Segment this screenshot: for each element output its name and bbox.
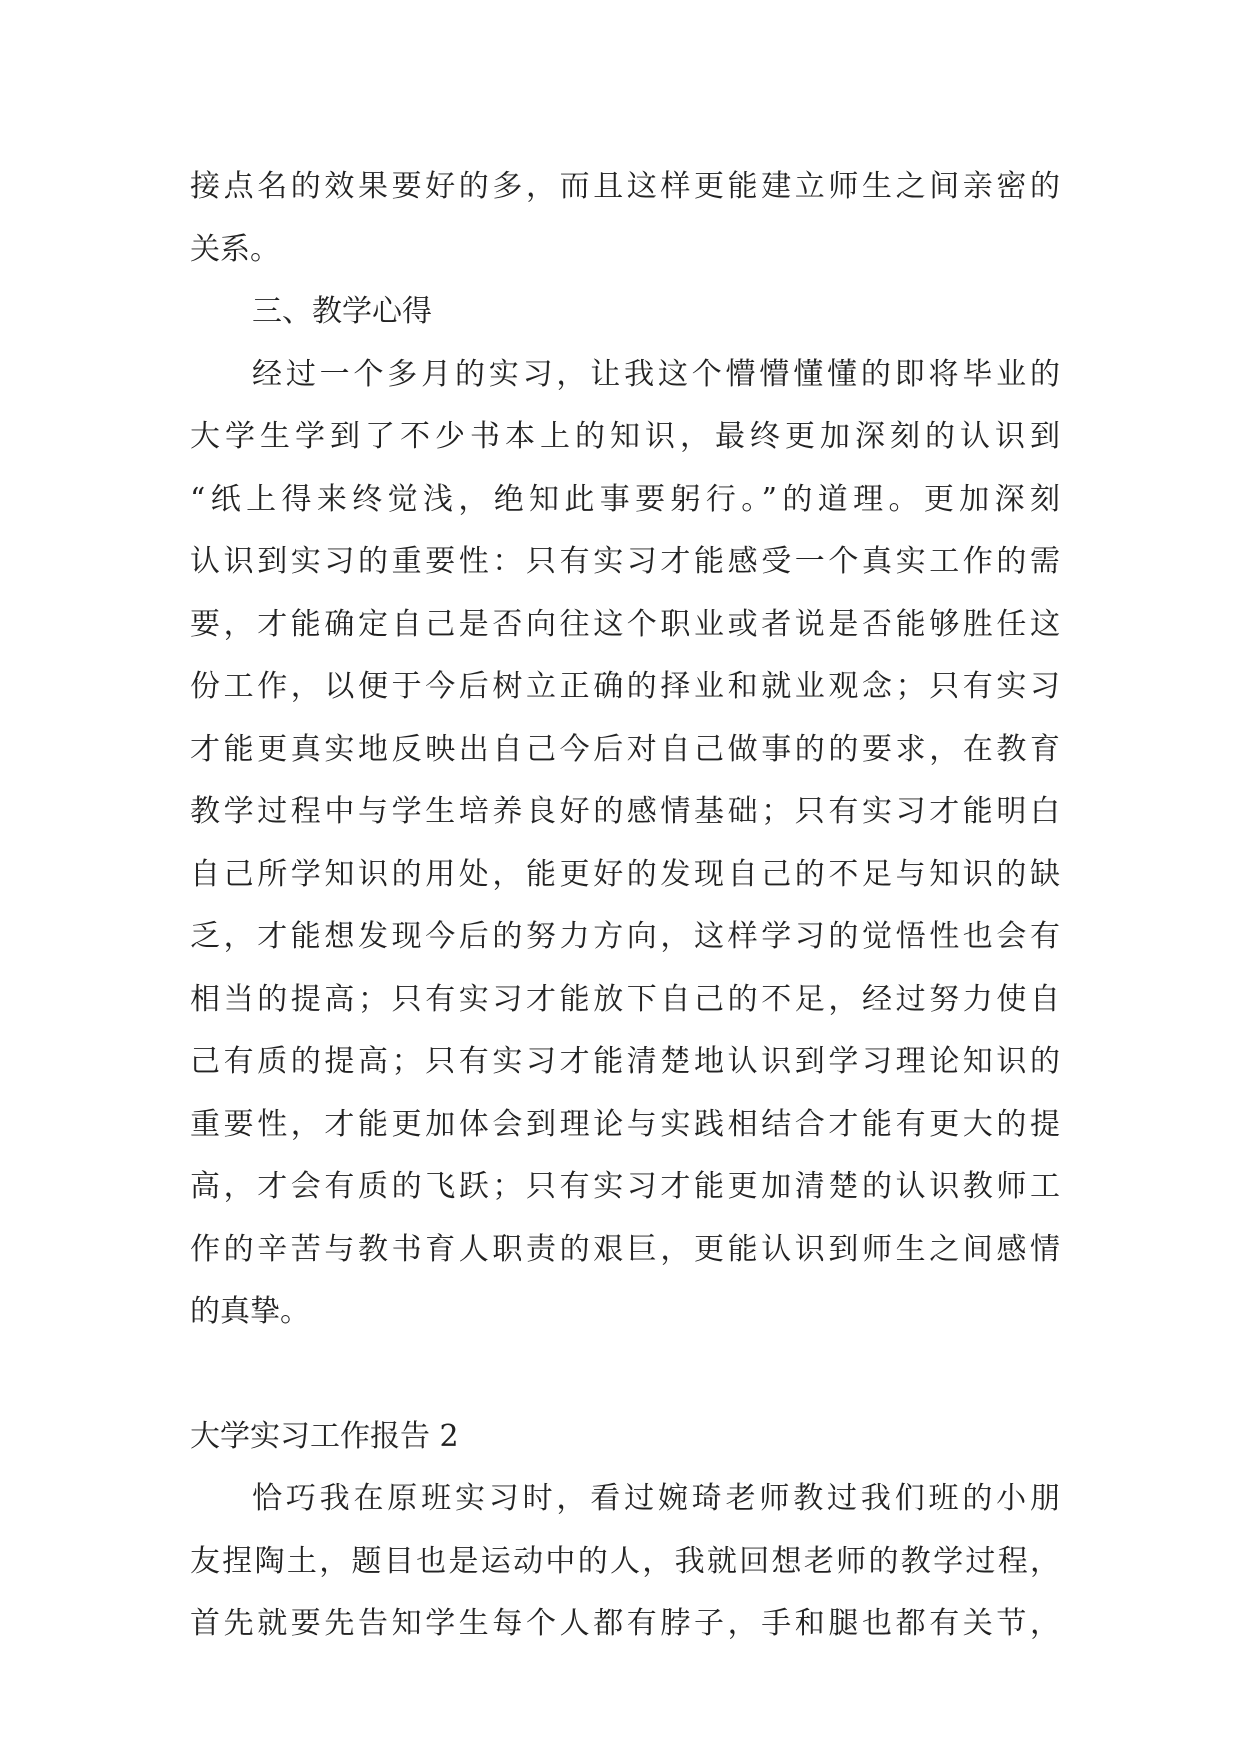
text-line: 恰巧我在原班实习时，看过婉琦老师教过我们班的小朋 — [252, 1481, 1060, 1516]
text-line: 教学过程中与学生培养良好的感情基础；只有实习才能明白 — [190, 794, 1060, 829]
paragraph-continued — [190, 156, 1060, 281]
text-line: 己有质的提高；只有实习才能清楚地认识到学习理论知识的 — [190, 1044, 1060, 1079]
text-line: 高，才会有质的飞跃；只有实习才能更加清楚的认识教师工 — [190, 1169, 1060, 1204]
text-line: 接点名的效果要好的多，而且这样更能建立师生之间亲密的 — [190, 169, 1060, 204]
text-line: “纸上得来终觉浅，绝知此事要躬行。”的道理。更加深刻 — [190, 481, 1060, 517]
text-line: 认识到实习的重要性：只有实习才能感受一个真实工作的需 — [190, 544, 1060, 579]
text-line: 才能更真实地反映出自己今后对自己做事的的要求，在教育 — [190, 731, 1060, 767]
text-line: 关系。 — [190, 231, 280, 267]
section-heading-teaching-reflection: 三、教学心得 — [252, 294, 432, 329]
text-line: 份工作，以便于今后树立正确的择业和就业观念；只有实习 — [190, 669, 1060, 704]
text-line: 经过一个多月的实习，让我这个懵懵懂懂的即将毕业的 — [252, 356, 1060, 392]
blank-line — [190, 1344, 1060, 1406]
document-body — [190, 156, 1060, 1656]
paragraph-teaching-reflection — [190, 344, 1060, 1344]
text-line: 作的辛苦与教书育人职责的艰巨，更能认识到师生之间感情 — [190, 1231, 1060, 1267]
text-line: 自己所学知识的用处，能更好的发现自己的不足与知识的缺 — [190, 856, 1060, 892]
text-line: 首先就要先告知学生每个人都有脖子，手和腿也都有关节， — [190, 1606, 1060, 1641]
paragraph-report-2 — [190, 1468, 1060, 1656]
text-line: 相当的提高；只有实习才能放下自己的不足，经过努力使自 — [190, 981, 1060, 1017]
text-line: 要，才能确定自己是否向往这个职业或者说是否能够胜任这 — [190, 606, 1060, 642]
text-line: 重要性，才能更加体会到理论与实践相结合才能有更大的提 — [190, 1106, 1060, 1142]
report-title-2: 大学实习工作报告 2 — [190, 1418, 459, 1454]
text-line: 大学生学到了不少书本上的知识，最终更加深刻的认识到 — [190, 419, 1060, 454]
text-line: 的真挚。 — [190, 1294, 310, 1329]
text-line: 友捏陶土，题目也是运动中的人，我就回想老师的教学过程， — [190, 1543, 1060, 1579]
text-line: 乏，才能想发现今后的努力方向，这样学习的觉悟性也会有 — [190, 919, 1060, 954]
